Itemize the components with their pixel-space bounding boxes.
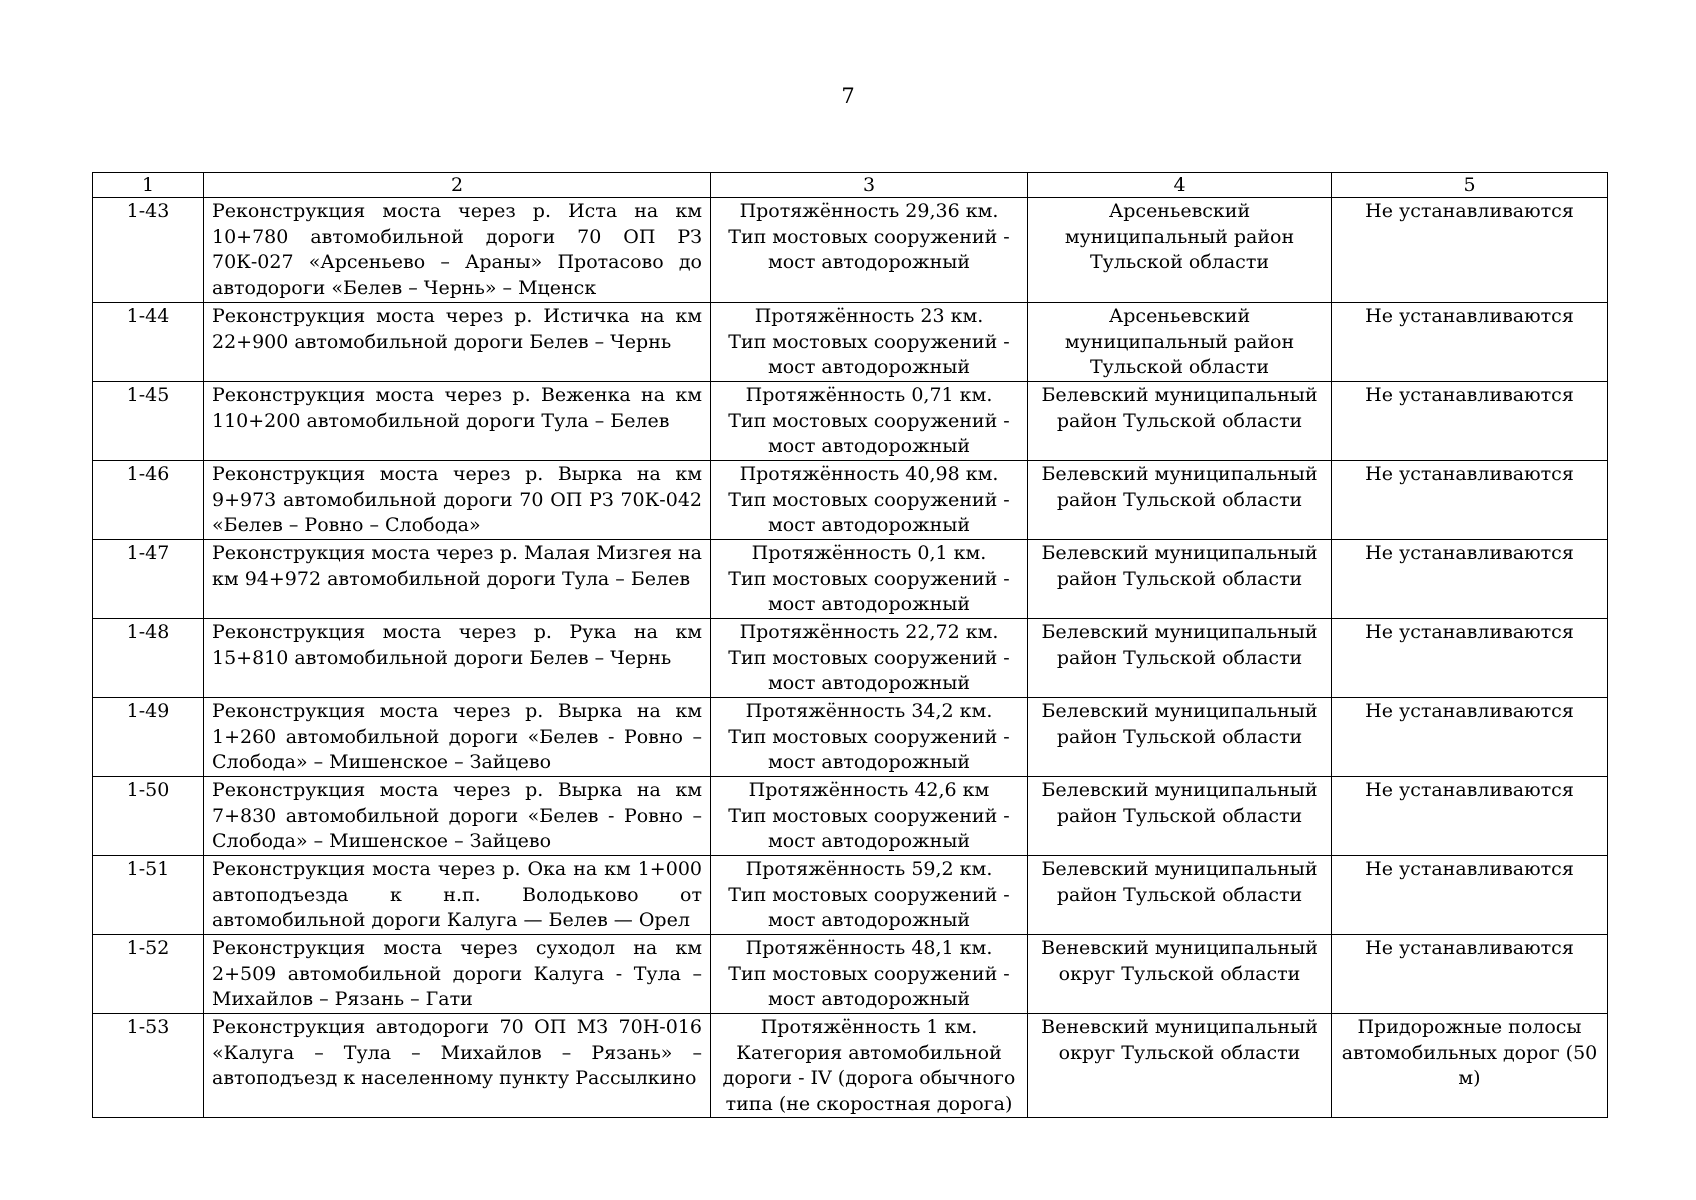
row-number: 1-53 <box>93 1014 204 1118</box>
row-number: 1-46 <box>93 461 204 540</box>
row-number: 1-47 <box>93 540 204 619</box>
header-cell: 2 <box>204 173 711 198</box>
object-name: Реконструкция моста через р. Веженка на км 110+200 автомобильной дороги Тула – Белев <box>204 382 711 461</box>
table-row <box>93 777 1608 856</box>
object-zones: Не устанавливаются <box>1332 303 1608 382</box>
objects-table <box>92 172 1608 1118</box>
table-row <box>93 461 1608 540</box>
object-location: Белевский муниципальный район Тульской области <box>1028 777 1332 856</box>
table-row <box>93 540 1608 619</box>
object-characteristics: Протяжённость 23 км. Тип мостовых сооружений - мост автодорожный <box>711 303 1028 382</box>
header-cell: 3 <box>711 173 1028 198</box>
object-characteristics: Протяжённость 48,1 км. Тип мостовых сооружений - мост автодорожный <box>711 935 1028 1014</box>
row-number: 1-44 <box>93 303 204 382</box>
object-zones: Не устанавливаются <box>1332 382 1608 461</box>
object-characteristics: Протяжённость 29,36 км. Тип мостовых сооружений - мост автодорожный <box>711 198 1028 303</box>
object-characteristics: Протяжённость 42,6 км Тип мостовых сооружений - мост автодорожный <box>711 777 1028 856</box>
table-row <box>93 698 1608 777</box>
object-name: Реконструкция моста через р. Вырка на км 7+830 автомобильной дороги «Белев - Ровно – Слобода» – Мишенское – Зайцево <box>204 777 711 856</box>
object-characteristics: Протяжённость 59,2 км. Тип мостовых сооружений - мост автодорожный <box>711 856 1028 935</box>
row-number: 1-43 <box>93 198 204 303</box>
object-characteristics: Протяжённость 22,72 км. Тип мостовых сооружений - мост автодорожный <box>711 619 1028 698</box>
object-zones: Не устанавливаются <box>1332 856 1608 935</box>
row-number: 1-50 <box>93 777 204 856</box>
object-zones: Не устанавливаются <box>1332 777 1608 856</box>
object-name: Реконструкция моста через р. Вырка на км 1+260 автомобильной дороги «Белев - Ровно – Слобода» – Мишенское – Зайцево <box>204 698 711 777</box>
object-zones: Придорожные полосы автомобильных дорог (50 м) <box>1332 1014 1608 1118</box>
object-name: Реконструкция моста через р. Малая Мизгея на км 94+972 автомобильной дороги Тула – Белев <box>204 540 711 619</box>
object-zones: Не устанавливаются <box>1332 619 1608 698</box>
object-location: Белевский муниципальный район Тульской области <box>1028 856 1332 935</box>
object-name: Реконструкция автодороги 70 ОП МЗ 70Н-016 «Калуга – Тула – Михайлов – Рязань» – автоподъезд к населенному пункту Рассылкино <box>204 1014 711 1118</box>
object-location: Веневский муниципальный округ Тульской области <box>1028 935 1332 1014</box>
object-name: Реконструкция моста через р. Ока на км 1+000 автоподъезда к н.п. Володьково от автомобильной дороги Калуга — Белев — Орел <box>204 856 711 935</box>
row-number: 1-49 <box>93 698 204 777</box>
object-zones: Не устанавливаются <box>1332 935 1608 1014</box>
object-characteristics: Протяжённость 40,98 км. Тип мостовых сооружений - мост автодорожный <box>711 461 1028 540</box>
object-zones: Не устанавливаются <box>1332 698 1608 777</box>
object-location: Веневский муниципальный округ Тульской области <box>1028 1014 1332 1118</box>
table-row <box>93 935 1608 1014</box>
table-row <box>93 619 1608 698</box>
object-name: Реконструкция моста через р. Иста на км 10+780 автомобильной дороги 70 ОП РЗ 70К-027 «Арсеньево – Араны» Протасово до автодороги «Белев – Чернь» – Мценск <box>204 198 711 303</box>
object-name: Реконструкция моста через р. Вырка на км 9+973 автомобильной дороги 70 ОП РЗ 70К-042 «Белев – Ровно – Слобода» <box>204 461 711 540</box>
row-number: 1-48 <box>93 619 204 698</box>
table-row <box>93 856 1608 935</box>
objects-table-body <box>93 173 1608 1118</box>
row-number: 1-45 <box>93 382 204 461</box>
row-number: 1-51 <box>93 856 204 935</box>
table-row <box>93 1014 1608 1118</box>
object-location: Белевский муниципальный район Тульской области <box>1028 619 1332 698</box>
table-row <box>93 198 1608 303</box>
object-location: Белевский муниципальный район Тульской области <box>1028 540 1332 619</box>
table-row <box>93 382 1608 461</box>
object-location: Белевский муниципальный район Тульской области <box>1028 461 1332 540</box>
object-name: Реконструкция моста через суходол на км 2+509 автомобильной дороги Калуга - Тула – Михайлов – Рязань – Гати <box>204 935 711 1014</box>
object-zones: Не устанавливаются <box>1332 461 1608 540</box>
object-zones: Не устанавливаются <box>1332 540 1608 619</box>
header-cell: 5 <box>1332 173 1608 198</box>
object-name: Реконструкция моста через р. Истичка на км 22+900 автомобильной дороги Белев – Чернь <box>204 303 711 382</box>
object-characteristics: Протяжённость 0,1 км. Тип мостовых сооружений - мост автодорожный <box>711 540 1028 619</box>
header-cell: 4 <box>1028 173 1332 198</box>
object-zones: Не устанавливаются <box>1332 198 1608 303</box>
object-characteristics: Протяжённость 1 км. Категория автомобильной дороги - IV (дорога обычного типа (не скоростная дорога) <box>711 1014 1028 1118</box>
header-cell: 1 <box>93 173 204 198</box>
table-header-row <box>93 173 1608 198</box>
object-location: Белевский муниципальный район Тульской области <box>1028 382 1332 461</box>
table-row <box>93 303 1608 382</box>
row-number: 1-52 <box>93 935 204 1014</box>
object-location: Арсеньевский муниципальный район Тульской области <box>1028 303 1332 382</box>
object-location: Белевский муниципальный район Тульской области <box>1028 698 1332 777</box>
object-characteristics: Протяжённость 34,2 км. Тип мостовых сооружений - мост автодорожный <box>711 698 1028 777</box>
object-location: Арсеньевский муниципальный район Тульской области <box>1028 198 1332 303</box>
object-characteristics: Протяжённость 0,71 км. Тип мостовых сооружений - мост автодорожный <box>711 382 1028 461</box>
object-name: Реконструкция моста через р. Рука на км 15+810 автомобильной дороги Белев – Чернь <box>204 619 711 698</box>
page-number: 7 <box>841 84 855 108</box>
